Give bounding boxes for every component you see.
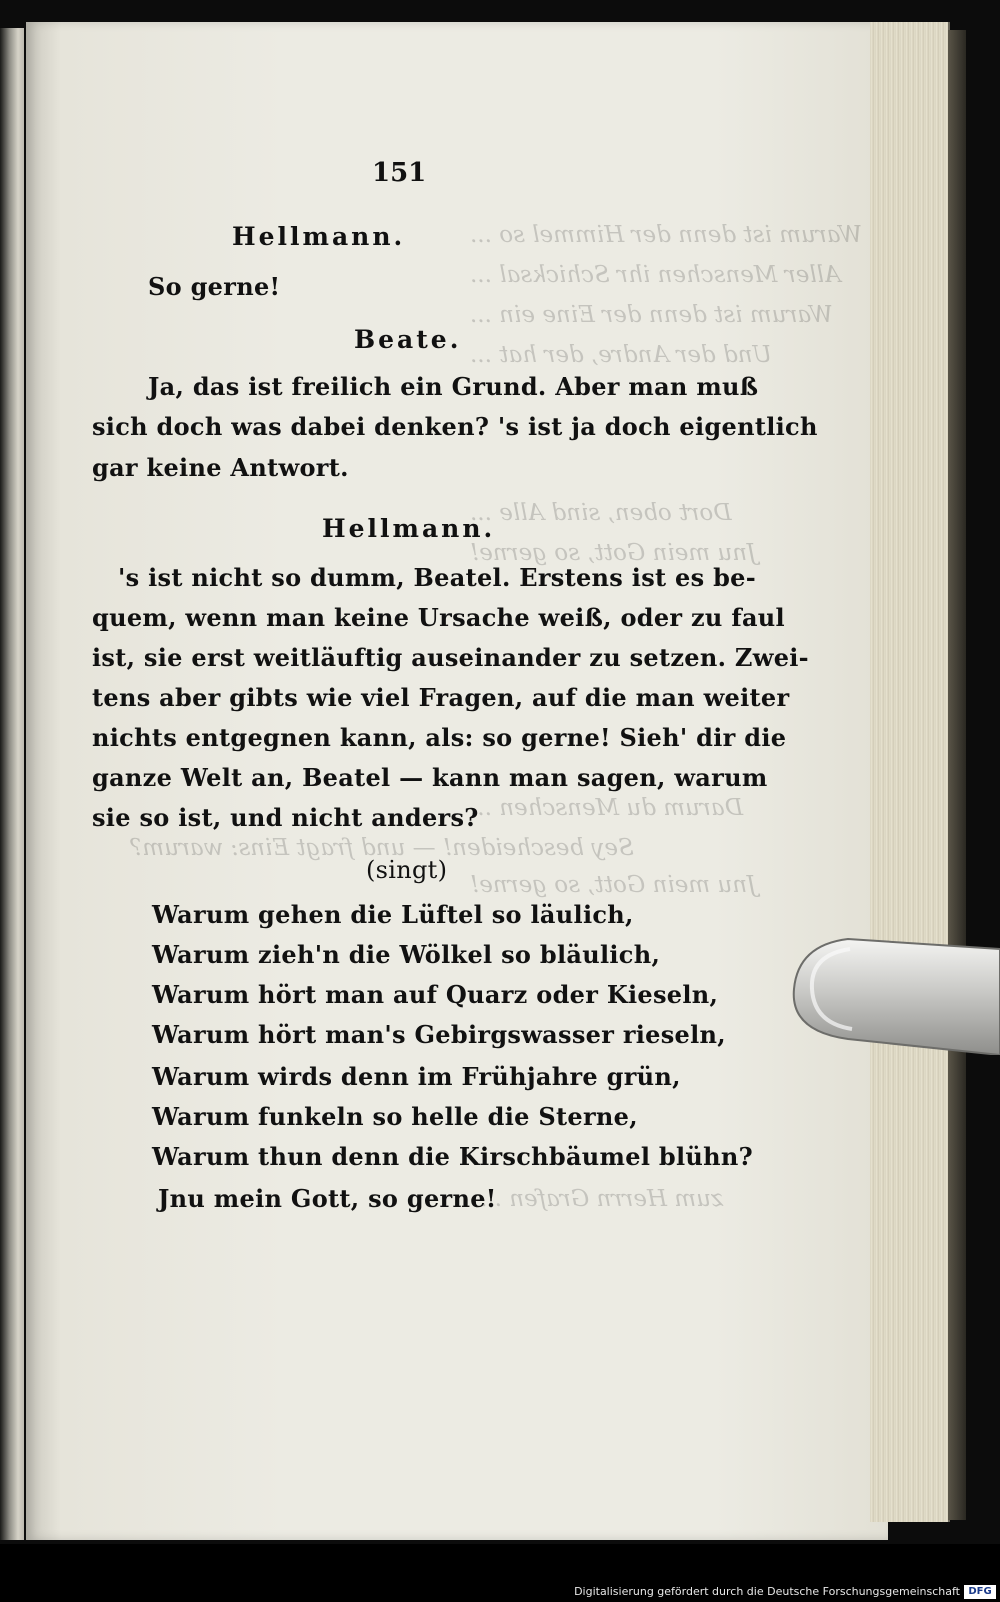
speaker-name: Hellmann. bbox=[232, 222, 406, 251]
show-through-text: Und der Andre, der hat ... bbox=[470, 342, 772, 368]
dialogue-line: sie so ist, und nicht anders? bbox=[92, 803, 479, 832]
speaker-name: Beate. bbox=[354, 325, 462, 354]
verse-line: Warum funkeln so helle die Sterne, bbox=[152, 1102, 638, 1131]
verse-line: Jnu mein Gott, so gerne! bbox=[158, 1184, 497, 1213]
show-through-text: Sey bescheiden! — und fragt Eins: warum? bbox=[130, 835, 634, 861]
dialogue-line: quem, wenn man keine Ursache weiß, oder zu faul bbox=[92, 603, 785, 632]
dialogue-line: ist, sie erst weitläuftig auseinander zu setzen. Zwei- bbox=[92, 643, 809, 672]
dialogue-line: gar keine Antwort. bbox=[92, 453, 349, 482]
funding-credit: Digitalisierung gefördert durch die Deutsche Forschungsgemeinschaft bbox=[574, 1585, 960, 1598]
page-number: 151 bbox=[372, 158, 427, 188]
speaker-name: Hellmann. bbox=[322, 514, 496, 543]
dialogue-line: tens aber gibts wie viel Fragen, auf die man weiter bbox=[92, 683, 790, 712]
verse-line: Warum gehen die Lüftel so läulich, bbox=[152, 900, 634, 929]
dialogue-line: sich doch was dabei denken? 's ist ja doch eigentlich bbox=[92, 412, 818, 441]
verse-line: Warum hört man auf Quarz oder Kieseln, bbox=[152, 980, 719, 1009]
show-through-text: Jnu mein Gott, so gerne! bbox=[470, 540, 757, 566]
verse-line: Warum zieh'n die Wölkel so bläulich, bbox=[152, 940, 661, 969]
dfg-logo: DFG bbox=[964, 1585, 996, 1599]
page-clip bbox=[790, 935, 1000, 1055]
stage-direction: (singt) bbox=[366, 856, 448, 884]
show-through-text: Warum ist denn der Eine ein ... bbox=[470, 302, 833, 328]
verse-line: Warum hört man's Gebirgswasser rieseln, bbox=[152, 1020, 726, 1049]
show-through-text: Warum ist denn der Himmel so ... bbox=[470, 222, 863, 248]
footer-bar bbox=[0, 1544, 1000, 1602]
show-through-text: Jnu mein Gott, so gerne! bbox=[470, 872, 757, 898]
verse-line: Warum thun denn die Kirschbäumel blühn? bbox=[152, 1142, 754, 1171]
dialogue-line: 's ist nicht so dumm, Beatel. Erstens ist es be- bbox=[118, 563, 756, 592]
show-through-text: Darum du Menschen ... bbox=[470, 795, 744, 821]
verse-line: Warum wirds denn im Frühjahre grün, bbox=[152, 1062, 681, 1091]
dialogue-line: So gerne! bbox=[148, 272, 281, 301]
show-through-text: Aller Menschen ihr Schicksal ... bbox=[470, 262, 841, 288]
show-through-text: zum Herrn Grafen ... bbox=[480, 1186, 724, 1212]
dialogue-line: nichts entgegnen kann, als: so gerne! Sieh' dir die bbox=[92, 723, 787, 752]
show-through-text: Dort oben, sind Alle ... bbox=[470, 500, 732, 526]
dialogue-line: ganze Welt an, Beatel — kann man sagen, warum bbox=[92, 763, 768, 792]
dialogue-line: Ja, das ist freilich ein Grund. Aber man muß bbox=[148, 372, 759, 401]
